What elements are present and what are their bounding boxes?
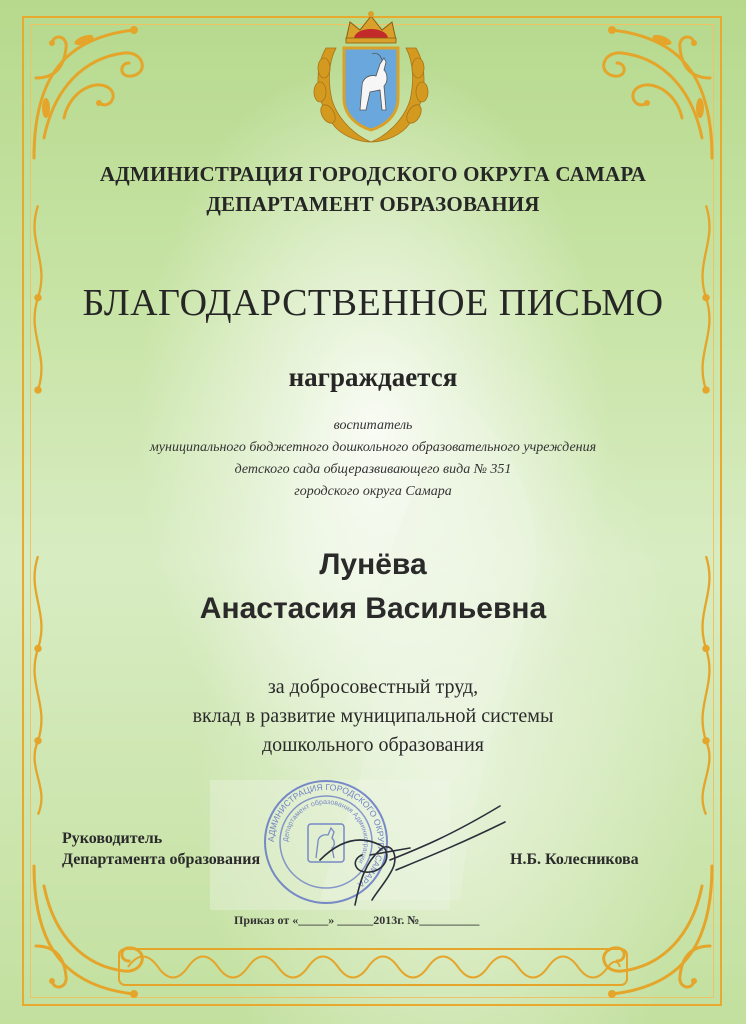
recipient-desc-line-2: муниципального бюджетного дошкольного образовательного учреждения	[149, 440, 597, 455]
signer-name: Н.Б. Колесникова	[510, 851, 639, 868]
recipient-surname: Лунёва	[319, 548, 427, 581]
reason-line-1: за добросовестный труд,	[267, 676, 479, 698]
samara-coat-of-arms-icon	[306, 8, 436, 148]
awarded-word: награждается	[288, 362, 458, 392]
corner-ornament-top-right-icon	[572, 18, 722, 168]
handwritten-signature-icon	[300, 800, 510, 910]
reason-line-3: дошкольного образования	[261, 734, 485, 756]
header-line-1: АДМИНИСТРАЦИЯ ГОРОДСКОГО ОКРУГА САМАРА	[99, 162, 647, 186]
recipient-desc-line-3: детского сада общеразвивающего вида № 351	[234, 462, 512, 477]
stamp-inner-text: Департамент образования Администрации	[282, 798, 370, 865]
signer-position-line-1: Руководитель	[62, 830, 163, 847]
bottom-ornament-band-icon	[118, 948, 628, 986]
recipient-given-names: Анастасия Васильевна	[199, 592, 547, 625]
reason-line-2: вклад в развитие муниципальной системы	[192, 705, 554, 727]
recipient-desc-line-4: городского округа Самара	[294, 484, 452, 499]
signer-position-line-2: Департамента образования	[62, 851, 261, 868]
stamp-outer-text: АДМИНИСТРАЦИЯ ГОРОДСКОГО ОКРУГА САМАРА	[265, 781, 387, 890]
header-line-2: ДЕПАРТАМЕНТ ОБРАЗОВАНИЯ	[206, 192, 540, 216]
order-line: Приказ от «_____» ______2013г. №__________	[234, 913, 480, 927]
document-title: БЛАГОДАРСТВЕННОЕ ПИСЬМО	[82, 282, 664, 324]
recipient-desc-line-1: воспитатель	[333, 418, 413, 433]
corner-ornament-top-left-icon	[24, 18, 174, 168]
